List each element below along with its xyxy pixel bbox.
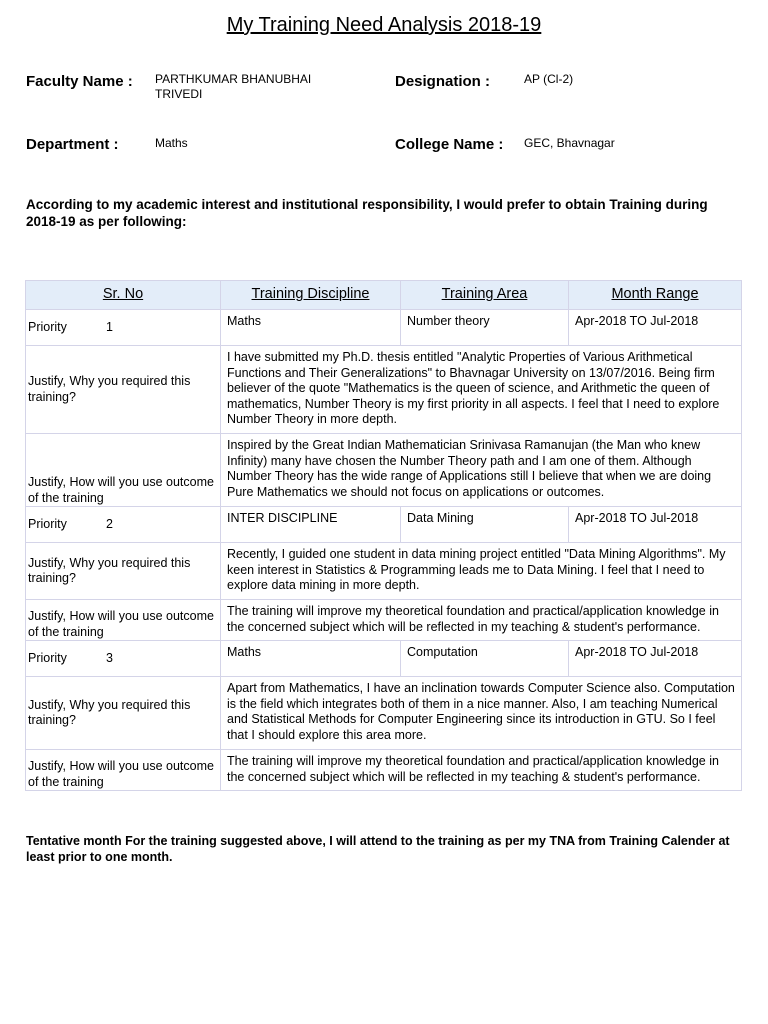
month-range-cell: Apr-2018 TO Jul-2018 <box>569 310 742 346</box>
header-training-discipline: Training Discipline <box>221 281 401 310</box>
department-label: Department : <box>26 136 119 153</box>
justify-how-label: Justify, How will you use outcome of the training <box>26 434 221 507</box>
justify-why-text: Apart from Mathematics, I have an inclination towards Computer Science also. Computation is the field which integrates both of them in a nice manner. Also, I am teaching Numerical and Statistical Methods for Computer Engineering since its introduction in GTU. So I feel that I should explore this area more. <box>221 677 742 750</box>
justify-why-text: I have submitted my Ph.D. thesis entitled "Analytic Properties of Various Arithmetical Functions and Their Generalizations" to Bhavnagar University on 13/07/2016. Being firm believer of the quote "Mathematics is the queen of science, and Arithmetic the queen of mathematics, Number Theory is my first priority in all aspects. I feel that I need to explore Number Theory in more depth. <box>221 346 742 434</box>
justify-how-label: Justify, How will you use outcome of the training <box>26 750 221 791</box>
table-row <box>26 600 742 641</box>
area-cell: Number theory <box>401 310 569 346</box>
table-row <box>26 310 742 346</box>
header-training-area: Training Area <box>401 281 569 310</box>
college-label: College Name : <box>395 136 504 153</box>
intro-statement: According to my academic interest and institutional responsibility, I would prefer to obtain Training during 2018-19 as per following: <box>26 197 708 229</box>
discipline-cell: Maths <box>221 641 401 677</box>
header-month-range: Month Range <box>569 281 742 310</box>
area-cell: Computation <box>401 641 569 677</box>
college-value: GEC, Bhavnagar <box>524 136 615 150</box>
header-sr-no: Sr. No <box>26 281 221 310</box>
table-row <box>26 507 742 543</box>
training-table <box>25 280 742 791</box>
month-range-cell: Apr-2018 TO Jul-2018 <box>569 507 742 543</box>
discipline-cell: Maths <box>221 310 401 346</box>
area-cell: Data Mining <box>401 507 569 543</box>
table-row <box>26 543 742 600</box>
table-row <box>26 677 742 750</box>
designation-label: Designation : <box>395 73 491 90</box>
table-row <box>26 346 742 434</box>
department-value: Maths <box>155 136 188 150</box>
discipline-cell: INTER DISCIPLINE <box>221 507 401 543</box>
faculty-name-label: Faculty Name : <box>26 73 133 90</box>
faculty-name-line2: TRIVEDI <box>155 87 203 101</box>
faculty-name-value <box>155 72 311 102</box>
table-header-row <box>26 281 742 310</box>
page-title: My Training Need Analysis 2018-19 <box>226 14 542 36</box>
priority-label: Priority <box>28 650 67 665</box>
month-range-cell: Apr-2018 TO Jul-2018 <box>569 641 742 677</box>
table-row <box>26 641 742 677</box>
priority-number: 3 <box>106 650 113 665</box>
footer-note: Tentative month For the training suggested above, I will attend to the training as per my TNA from Training Calender at least prior to one month. <box>26 834 730 864</box>
priority-cell <box>26 641 221 677</box>
priority-label: Priority <box>28 319 67 334</box>
justify-how-text: Inspired by the Great Indian Mathematician Srinivasa Ramanujan (the Man who knew Infinity) many have chosen the Number Theory path and I am one of them. Although Number Theory has the wide range of Applications still I believe that when we are doing Pure Mathematics we should not focus on applications or outcomes. <box>221 434 742 507</box>
justify-how-text: The training will improve my theoretical foundation and practical/application knowledge in the concerned subject which will be reflected in my teaching & student's performance. <box>221 600 742 641</box>
designation-value: AP (Cl-2) <box>524 72 574 86</box>
justify-why-label: Justify, Why you required this training? <box>26 677 221 750</box>
table-row <box>26 750 742 791</box>
justify-why-text: Recently, I guided one student in data mining project entitled "Data Mining Algorithms". My keen interest in Statistics & Programming leads me to Data Mining. I feel that I need to explore data mining in more depth. <box>221 543 742 600</box>
priority-cell <box>26 507 221 543</box>
faculty-name-line1: PARTHKUMAR BHANUBHAI <box>155 72 312 86</box>
justify-why-label: Justify, Why you required this training? <box>26 346 221 434</box>
priority-cell <box>26 310 221 346</box>
justify-how-text: The training will improve my theoretical foundation and practical/application knowledge in the concerned subject which will be reflected in my teaching & student's performance. <box>221 750 742 791</box>
priority-number: 1 <box>106 319 113 334</box>
priority-label: Priority <box>28 516 67 531</box>
table-row <box>26 434 742 507</box>
priority-number: 2 <box>106 516 113 531</box>
justify-why-label: Justify, Why you required this training? <box>26 543 221 600</box>
justify-how-label: Justify, How will you use outcome of the training <box>26 600 221 641</box>
